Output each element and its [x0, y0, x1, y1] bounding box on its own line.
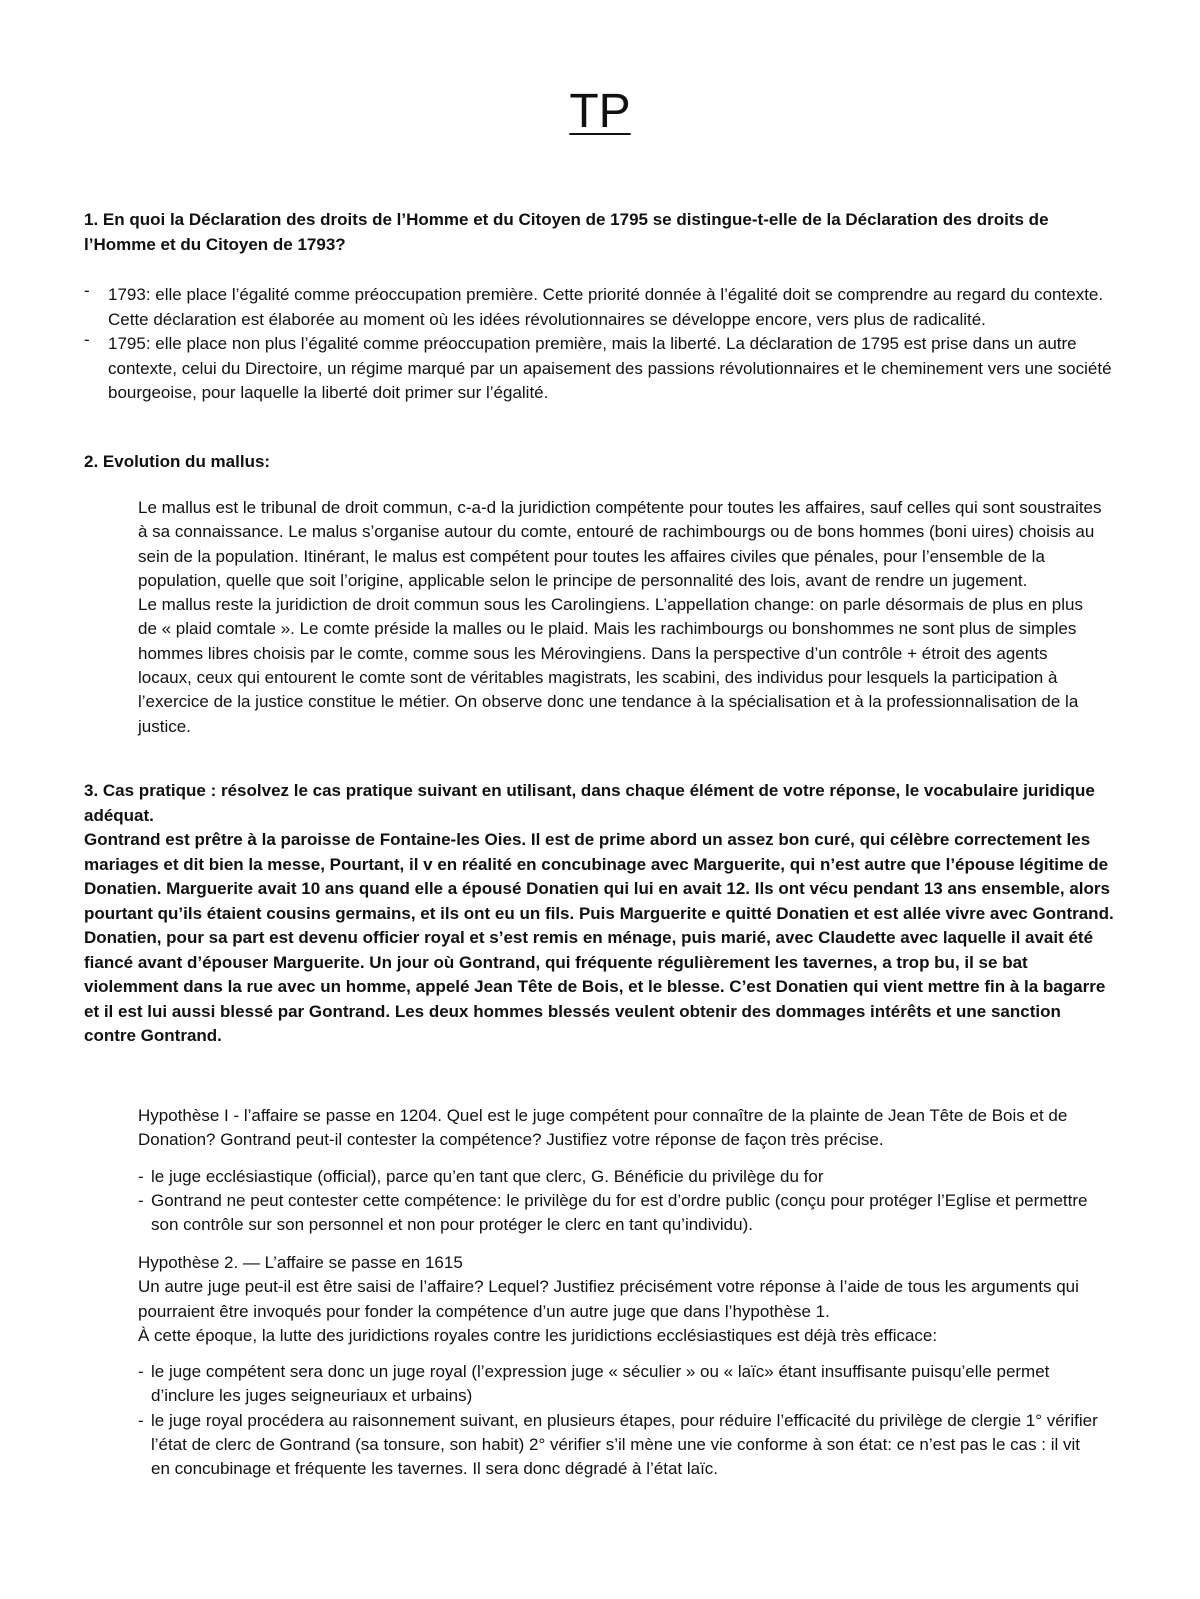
question-3-heading: 3. Cas pratique : résolvez le cas pratique suivant en utilisant, dans chaque élément de votre réponse, le vocabulaire juridique adéquat. [84, 781, 1095, 825]
list-item [84, 283, 1114, 332]
answer-1793: 1793: elle place l’égalité comme préoccupation première. Cette priorité donnée à l’égalité doit se comprendre au regard du contexte. Cette déclaration est élaborée au moment où les idées révolutionnaires se développe encore, vers plus de radicalité. [108, 285, 1104, 329]
question-2-heading: 2. Evolution du mallus: [84, 452, 271, 471]
dash-bullet-icon: - [138, 1362, 144, 1382]
hypothesis-2-question: Un autre juge peut-il est être saisi de l’affaire? Lequel? Justifiez précisément votre réponse à l’aide de tous les arguments qui pourraient être invoqués pour fonder la compétence d’un autre juge que dans l’hypothèse 1. [138, 1277, 1079, 1321]
dash-bullet-icon: - [138, 1166, 144, 1186]
list-item [138, 1360, 1103, 1409]
list-item [138, 1165, 1103, 1189]
hypothesis-1-question: Hypothèse I - l’affaire se passe en 1204. Quel est le juge compétent pour connaître de la plainte de Jean Tête de Bois et de Donation? Gontrand peut-il contester la compétence? Justifiez votre réponse de façon très précise. [138, 1106, 1068, 1150]
hypothesis-2-title: Hypothèse 2. — L’affaire se passe en 1615 [138, 1253, 463, 1272]
question-1-heading: 1. En quoi la Déclaration des droits de l’Homme et du Citoyen de 1795 se distingue-t-elle de la Déclaration des droits de l’Homme et du Citoyen de 1793? [84, 210, 1049, 254]
answer-1795: 1795: elle place non plus l’égalité comme préoccupation première, mais la liberté. La déclaration de 1795 est prise dans un autre contexte, celui du Directoire, un régime marqué par un apaisement des passions révolutionnaires et le cheminement vers une société bourgeoise, pour laquelle la liberté doit primer sur l’égalité. [108, 334, 1112, 402]
mallus-paragraph-merovingian: Le mallus est le tribunal de droit commun, c-a-d la juridiction compétente pour toutes les affaires, sauf celles qui sont soustraites à sa connaissance. Le malus s’organise autour du comte, entouré de rachimbourgs ou de bons hommes (boni uires) choisis au sein de la population. Itinérant, le malus est compétent pour toutes les affaires civiles que pénales, pour l’ensemble de la population, quelle que soit l’origine, applicable selon le principe de personnalité des lois, avant de rendre un jugement. [138, 498, 1102, 590]
dash-bullet-icon: - [84, 281, 90, 300]
hypothesis-2-answer-reasoning: le juge royal procédera au raisonnement suivant, en plusieurs étapes, pour réduire l’efficacité du privilège de clergie 1° vérifier l’état de clerc de Gontrand (sa tonsure, son habit) 2° vérifier s’il mène une vie conforme à son état: ce n’est pas le cas : il vit en concubinage et fréquente les tavernes. Il sera donc dégradé à l’état laïc. [151, 1410, 1098, 1479]
list-item [84, 332, 1114, 406]
question-3-block [84, 779, 1114, 1049]
hypothesis-1-answer-judge: le juge ecclésiastique (official), parce qu’en tant que clerc, G. Bénéficie du privilège du for [151, 1166, 824, 1186]
hypothesis-2-context: À cette époque, la lutte des juridictions royales contre les juridictions ecclésiastiques est déjà très efficace: [138, 1325, 938, 1345]
question-2-answer [138, 496, 1103, 739]
question-1-answer-list [84, 283, 1114, 406]
dash-bullet-icon: - [138, 1410, 144, 1430]
mallus-paragraph-carolingian: Le mallus reste la juridiction de droit commun sous les Carolingiens. L’appellation change: on parle désormais de plus en plus de « plaid comtale ». Le comte préside la malles ou le plaid. Mais les rachimbourgs ou bonshommes ne sont plus de simples hommes libres choisis par le comte, comme sous les Mérovingiens. Dans la perspective d’un contrôle + étroit des agents locaux, ceux qui entourent le comte sont de véritables magistrats, les scabini, des individus pour lesquels la participation à l’exercice de la justice constitue le métier. On observe donc une tendance à la spécialisation et à la professionnalisation de la justice. [138, 595, 1083, 736]
dash-bullet-icon: - [138, 1190, 144, 1210]
hypothesis-1 [138, 1104, 1103, 1237]
hypothesis-2 [138, 1251, 1103, 1482]
case-statement: Gontrand est prêtre à la paroisse de Fontaine-les Oies. Il est de prime abord un assez bon curé, qui célèbre correctement les mariages et dit bien la messe, Pourtant, il v en réalité en concubinage avec Marguerite, qui n’est autre que l’épouse légitime de Donatien. Marguerite avait 10 ans quand elle a épousé Donatien qui lui en avait 12. Ils ont vécu pendant 13 ans ensemble, alors pourtant qu’ils étaient cousins germains, et ils ont eu un fils. Puis Marguerite e quitté Donatien et est allée vivre avec Gontrand. Donatien, pour sa part est devenu officier royal et s’est remis en ménage, puis marié, avec Claudette avec laquelle il avait été fiancé avant d’épouser Marguerite. Un jour où Gontrand, qui fréquente régulièrement les tavernes, a trop bu, il se bat violemment dans la rue avec un homme, appelé Jean Tête de Bois, et le blesse. C’est Donatien qui vient mettre fin à la bagarre et il est lui aussi blessé par Gontrand. Les deux hommes blessés veulent obtenir des dommages intérêts et une sanction contre Gontrand. [84, 830, 1114, 1045]
hypothesis-2-answer-judge: le juge compétent sera donc un juge royal (l’expression juge « séculier » ou « laïc» étant insuffisante puisqu’elle permet d’inclure les juges seigneuriaux et urbains) [151, 1362, 1050, 1406]
hypothesis-1-answer-competence: Gontrand ne peut contester cette compétence: le privilège du for est d’ordre public (conçu pour protéger l’Eglise et permettre son contrôle sur son personnel et non pour protéger le clerc en tant qu’individu). [151, 1190, 1088, 1235]
list-item [138, 1409, 1103, 1482]
list-item [138, 1189, 1103, 1238]
page-title: TP [569, 85, 631, 138]
dash-bullet-icon: - [84, 330, 90, 349]
